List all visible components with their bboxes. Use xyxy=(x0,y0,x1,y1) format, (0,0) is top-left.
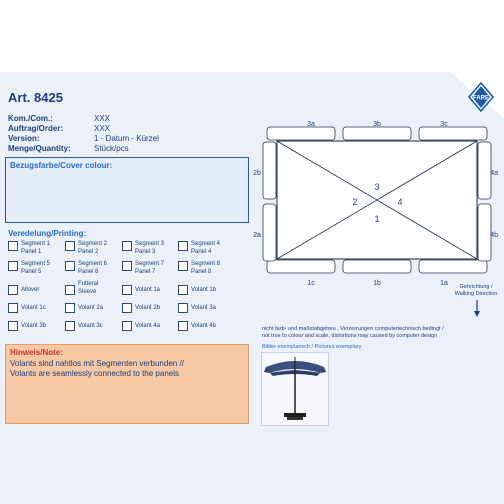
note-box xyxy=(5,344,249,424)
option-line1: Volant 2a xyxy=(78,305,104,311)
walking-direction-label xyxy=(446,284,504,298)
checkbox[interactable] xyxy=(65,285,75,295)
option-line1: Volant 3c xyxy=(78,323,103,329)
note-title: Hinweis/Note: xyxy=(10,348,63,357)
option-volant-2b[interactable] xyxy=(122,303,160,313)
option-label xyxy=(135,321,160,331)
meta-row-quantity xyxy=(8,144,159,154)
option-line1: Segment 6 xyxy=(78,261,108,267)
order-meta xyxy=(8,114,159,154)
option-label xyxy=(135,303,160,313)
checkbox[interactable] xyxy=(122,261,132,271)
logo-text: FARE xyxy=(472,95,490,102)
segment-3-number: 3 xyxy=(374,182,380,192)
label-3b: 3b xyxy=(373,121,381,128)
option-sleeve[interactable] xyxy=(65,281,98,296)
option-line1: Volant 1a xyxy=(135,287,161,293)
meta-row-com xyxy=(8,114,159,124)
meta-value: 1 - Datum - Kürzel xyxy=(94,134,159,143)
option-line1: Segment 4 xyxy=(191,241,221,247)
option-label xyxy=(21,261,50,276)
option-segment-3[interactable] xyxy=(122,241,164,256)
fare-logo xyxy=(468,82,494,112)
volant-4a-flap xyxy=(478,142,491,199)
option-label xyxy=(78,241,107,256)
volant-3b-flap xyxy=(343,127,411,140)
checkbox[interactable] xyxy=(65,261,75,271)
option-line1: Volant 3a xyxy=(191,305,217,311)
meta-label: Menge/Quantity: xyxy=(8,144,71,153)
checkbox[interactable] xyxy=(178,241,188,251)
checkbox[interactable] xyxy=(178,303,188,313)
option-label xyxy=(135,241,164,256)
checkbox[interactable] xyxy=(65,321,75,331)
option-label xyxy=(191,261,220,276)
meta-label: Version: xyxy=(8,134,40,143)
checkbox[interactable] xyxy=(65,241,75,251)
option-volant-3c[interactable] xyxy=(65,321,103,331)
option-label xyxy=(21,321,46,331)
checkbox[interactable] xyxy=(178,321,188,331)
option-line2: Panel 5 xyxy=(21,268,42,275)
option-line1: Segment 5 xyxy=(21,261,51,267)
option-line1: Volant 4a xyxy=(135,323,161,329)
meta-value: Stück/pcs xyxy=(94,144,129,153)
option-allover[interactable] xyxy=(8,285,39,295)
option-line2: Panel 3 xyxy=(135,248,156,255)
option-label xyxy=(78,261,107,276)
meta-value: XXX xyxy=(94,124,111,133)
note-line-2: Volants are seamlessly connected to the panels xyxy=(10,369,179,378)
volant-2a-flap xyxy=(263,204,276,261)
option-line2: Panel 4 xyxy=(191,248,212,255)
checkbox[interactable] xyxy=(65,303,75,313)
checkbox[interactable] xyxy=(8,261,18,271)
checkbox[interactable] xyxy=(122,241,132,251)
meta-value: XXX xyxy=(94,114,111,123)
option-segment-5[interactable] xyxy=(8,261,50,276)
option-volant-1a[interactable] xyxy=(122,285,160,295)
option-volant-1c[interactable] xyxy=(8,303,46,313)
option-segment-7[interactable] xyxy=(122,261,164,276)
option-label xyxy=(21,303,46,313)
label-1b: 1b xyxy=(373,280,381,286)
label-1c: 1c xyxy=(307,280,315,286)
option-line2: Panel 6 xyxy=(78,268,99,275)
option-line1: Volant 1c xyxy=(21,305,46,311)
option-label xyxy=(191,321,216,331)
option-volant-4b[interactable] xyxy=(178,321,216,331)
meta-row-version xyxy=(8,134,159,144)
option-label xyxy=(191,241,220,256)
checkbox[interactable] xyxy=(122,321,132,331)
checkbox[interactable] xyxy=(8,285,18,295)
option-segment-2[interactable] xyxy=(65,241,107,256)
label-4b: 4b xyxy=(490,232,498,239)
volant-3a-flap xyxy=(267,127,335,140)
checkbox[interactable] xyxy=(8,241,18,251)
cover-colour-box[interactable] xyxy=(5,157,249,223)
option-segment-4[interactable] xyxy=(178,241,220,256)
option-line1: Volant 2b xyxy=(135,305,161,311)
option-volant-1b[interactable] xyxy=(178,285,216,295)
label-3c: 3c xyxy=(440,121,448,128)
option-label xyxy=(78,321,103,331)
option-segment-8[interactable] xyxy=(178,261,220,276)
walking-line-2: Walking Direction xyxy=(454,291,498,297)
option-line1: Segment 2 xyxy=(78,241,108,247)
segment-1-number: 1 xyxy=(374,214,380,224)
disclaimer-line-2: not true to colour and scale, distortions may caused by computer design xyxy=(262,333,438,339)
option-line2: Panel 7 xyxy=(135,268,156,275)
option-volant-3b[interactable] xyxy=(8,321,46,331)
segment-4-number: 4 xyxy=(397,197,403,207)
checkbox[interactable] xyxy=(178,285,188,295)
article-number: Art. 8425 xyxy=(8,90,63,105)
option-line1: Segment 8 xyxy=(191,261,221,267)
option-label xyxy=(135,261,164,276)
option-line2: Panel 8 xyxy=(191,268,212,275)
meta-label: Auftrag/Order: xyxy=(8,124,64,133)
option-label xyxy=(21,241,50,256)
meta-label: Kom./Com.: xyxy=(8,114,53,123)
segment-2-number: 2 xyxy=(352,197,358,207)
label-1a: 1a xyxy=(440,280,448,286)
checkbox[interactable] xyxy=(8,321,18,331)
cover-colour-title: Bezugsfarbe/Cover colour: xyxy=(10,161,113,170)
product-image xyxy=(261,352,329,426)
checkbox[interactable] xyxy=(8,303,18,313)
option-label xyxy=(191,285,216,295)
option-volant-2a[interactable] xyxy=(65,303,103,313)
printing-title: Veredelung/Printing: xyxy=(8,229,87,238)
canopy-diagram xyxy=(250,118,500,286)
option-line1: Volant 1b xyxy=(191,287,217,293)
option-label xyxy=(21,285,39,295)
option-label xyxy=(191,303,216,313)
umbrella-icon xyxy=(262,353,328,425)
disclaimer-line-1: nicht farb- und maßstabgetreu , Verzerrungen computertechnisch bedingt / xyxy=(262,326,444,332)
option-label xyxy=(78,303,103,313)
option-line1: Segment 1 xyxy=(21,241,51,247)
volant-3c-flap xyxy=(419,127,487,140)
walking-line-1: Gehrichtung / xyxy=(459,284,493,290)
option-line2: Panel 2 xyxy=(78,248,99,255)
walking-direction-arrow-icon xyxy=(472,300,482,318)
option-line1: Volant 4b xyxy=(191,323,217,329)
label-4a: 4a xyxy=(490,170,498,177)
volant-4b-flap xyxy=(478,204,491,261)
option-volant-4a[interactable] xyxy=(122,321,160,331)
option-line2: Panel 1 xyxy=(21,248,42,255)
option-line1: Segment 3 xyxy=(135,241,165,247)
option-line2: Sleeve xyxy=(78,288,97,295)
meta-row-order xyxy=(8,124,159,134)
option-volant-3a[interactable] xyxy=(178,303,216,313)
checkbox[interactable] xyxy=(122,285,132,295)
volant-1b-flap xyxy=(343,260,411,273)
option-label xyxy=(78,281,98,296)
checkbox[interactable] xyxy=(178,261,188,271)
example-label: Bilder exemplarisch / Pictures exemplary xyxy=(262,344,362,350)
label-3a: 3a xyxy=(307,121,315,128)
option-line1: Segment 7 xyxy=(135,261,165,267)
label-2b: 2b xyxy=(253,170,261,177)
note-line-1: Volants sind nahtlos mit Segmenten verbunden // xyxy=(10,359,184,368)
disclaimer xyxy=(262,326,502,340)
label-2a: 2a xyxy=(253,232,261,239)
checkbox[interactable] xyxy=(122,303,132,313)
option-line1: Allover xyxy=(21,287,40,293)
volant-2b-flap xyxy=(263,142,276,199)
volant-1c-flap xyxy=(267,260,335,273)
option-line1: Volant 3b xyxy=(21,323,47,329)
option-label xyxy=(135,285,160,295)
volant-1a-flap xyxy=(419,260,487,273)
option-segment-1[interactable] xyxy=(8,241,50,256)
option-line1: Futteral xyxy=(78,281,99,287)
option-segment-6[interactable] xyxy=(65,261,107,276)
